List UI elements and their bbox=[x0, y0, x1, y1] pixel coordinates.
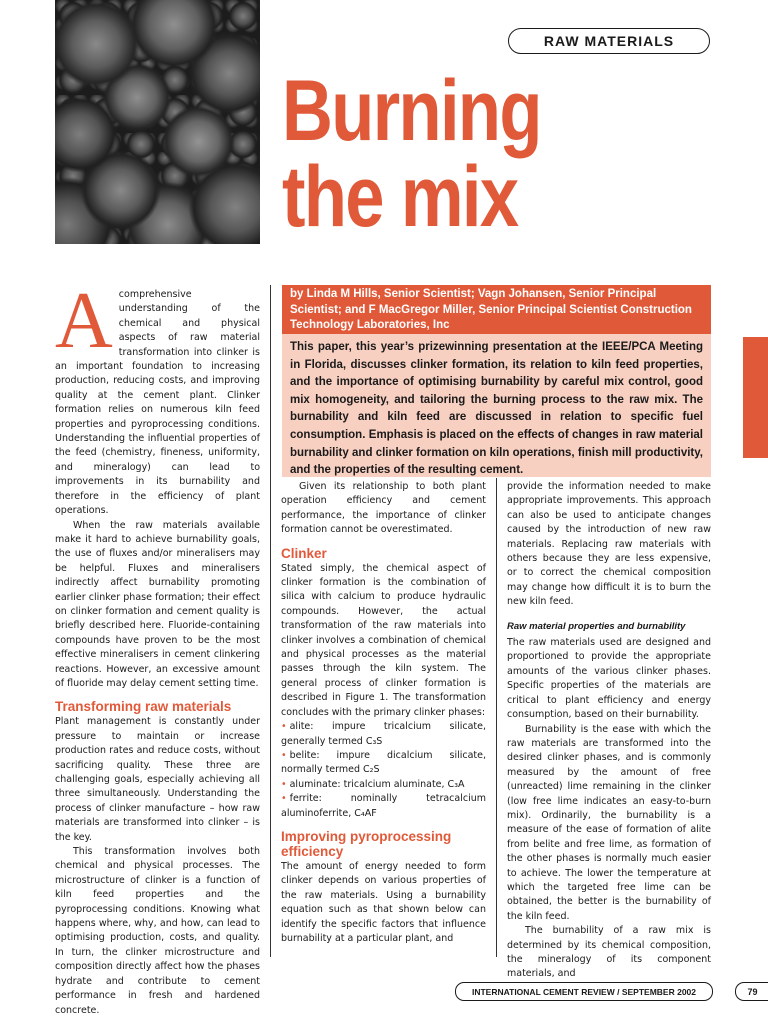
bullet-item: • aluminate: tricalcium aluminate, C₃A bbox=[281, 778, 486, 792]
subsection-heading: Raw material properties and burnability bbox=[507, 620, 686, 632]
paragraph: Plant management is constantly under pressure to maintain or increase production rates and reduce costs, without sacrificing quality. These three are challenging goals, especially achieving all three simultaneously. Understanding the process of clinker manufacture – how raw materials are transformed into clinker – is the key. bbox=[55, 716, 260, 843]
article-headline bbox=[282, 63, 643, 245]
paragraph: When the raw materials available make it hard to achieve burnability goals, the use of fluxes and/or mineralisers may be helpful. Fluxes and mineralisers indirectly affect burnability promoting earlier clinker phase formation; their effect on clinker formation and cement quality is briefly described here. Fluoride-containing compounds have proven to be the most effective mineralisers in cement clinkering reactions. However, an excessive amount of fluoride may delay cement setting time. bbox=[55, 519, 260, 689]
bullet-item: • alite: impure tricalcium silicate, generally termed C₃S bbox=[281, 720, 486, 749]
section-heading: Clinker bbox=[281, 545, 327, 561]
paragraph: Given its relationship to both plant operation efficiency and cement performance, the importance of clinker formation cannot be overestimated. bbox=[281, 481, 486, 536]
column-rule-2 bbox=[496, 478, 497, 957]
column-1 bbox=[55, 277, 260, 1018]
clinker-nodules-photo bbox=[55, 0, 260, 244]
page-edge-tab bbox=[743, 337, 768, 458]
page-number: 79 bbox=[735, 982, 768, 1001]
headline-line-2: the mix bbox=[282, 149, 518, 245]
bullet-item: • belite: impure dicalcium silicate, normally termed C₂S bbox=[281, 749, 486, 778]
bullet-item: • ferrite: nominally tetracalcium aluminoferrite, C₄AF bbox=[281, 792, 486, 821]
byline: by Linda M Hills, Senior Scientist; Vagn Johansen, Senior Principal Scientist; and F MacGregor Miller, Senior Principal Scientist Construction Technology Laboratories, Inc bbox=[282, 285, 711, 334]
column-3 bbox=[507, 480, 711, 982]
paragraph: Burnability is the ease with which the raw materials are transformed into the desired clinker phases, and is commonly measured by the amount of free (unreacted) lime remaining in the clinker (low free lime indicates an easy-to-burn mix). Ordinarily, the burnability is a measure of the ease of formation of alite from belite and free lime, as formation of the other phases is normally much easier to achieve. The lower the temperature at which the targeted free lime can be obtained, the better is the burnability of the kiln feed. bbox=[507, 723, 711, 922]
journal-footer: INTERNATIONAL CEMENT REVIEW / SEPTEMBER 2002 bbox=[455, 982, 713, 1001]
abstract bbox=[282, 334, 711, 477]
section-heading: Transforming raw materials bbox=[55, 699, 232, 715]
paragraph: Stated simply, the chemical aspect of clinker formation is the combination of silica with calcium to produce hydraulic compounds. However, the actual transformation of the raw materials into clinker involves a combination of chemical and physical processes as the material passes through the kiln system. The general process of clinker formation is described in Figure 1. The transformation concludes with the primary clinker phases: bbox=[281, 562, 486, 718]
paragraph: This transformation involves both chemical and physical processes. The microstructure of clinker is a function of kiln feed properties and the pyroprocessing conditions. Knowing what happens where, why, and how, can lead to optimising production, costs, and quality. In turn, the clinker microstructure and composition directly affect how the phases hydrate and contribute to cement performance in fresh and hardened concrete. bbox=[55, 846, 260, 1016]
paragraph: The burnability of a raw mix is determined by its chemical composition, the mineralogy of its component materials, and bbox=[507, 925, 711, 980]
intro-paragraph: comprehensive understanding of the chemical and physical aspects of raw material transformation into clinker is an important foundation to increasing production, reducing costs, and improving quality at the cement plant. Clinker formation relies on numerous kiln feed properties and pyroprocessing conditions. Understanding the influential properties of the feed (chemistry, fineness, uniformity, and mineralogy) can lead to improvements in its burnability and therefore in the efficiency of plant operations. bbox=[55, 289, 260, 517]
paragraph: The raw materials used are designed and proportioned to provide the appropriate amounts of the various clinker phases. Specific properties of the materials are critical to plant efficiency and energy consumption, based on their burnability. bbox=[507, 637, 711, 721]
column-rule-1 bbox=[270, 285, 271, 957]
paragraph: The amount of energy needed to form clinker depends on various properties of the raw materials. Using a burnability equation such as that shown below can identify the specific factors that influence burnability at a particular plant, and bbox=[281, 860, 486, 944]
column-2 bbox=[281, 480, 486, 946]
paragraph: provide the information needed to make appropriate improvements. This approach can also be used to anticipate changes caused by the introduction of new raw materials. Replacing raw materials with others because they are less expensive, or to correct the chemical composition may change how difficult it is to burn the new kiln feed. bbox=[507, 481, 711, 608]
section-tag: RAW MATERIALS bbox=[508, 28, 710, 54]
section-heading: Improving pyroprocessing efficiency bbox=[281, 828, 452, 859]
abstract-text: This paper, this year’s prizewinning presentation at the IEEE/PCA Meeting in Florida, discusses clinker formation, its relation to kiln feed properties, and the importance of optimising burnability by careful mix control, good mix homogeneity, and tailoring the burning process to the raw mix. The burnability and kiln feed are discussed in relation to specific fuel consumption. Emphasis is placed on the effects of changes in raw material burnability and clinker formation on kiln operations, finish mill productivity, and the properties of the resulting cement. bbox=[290, 341, 703, 477]
drop-cap: A bbox=[55, 277, 113, 365]
headline-line-1: Burning bbox=[282, 63, 541, 159]
